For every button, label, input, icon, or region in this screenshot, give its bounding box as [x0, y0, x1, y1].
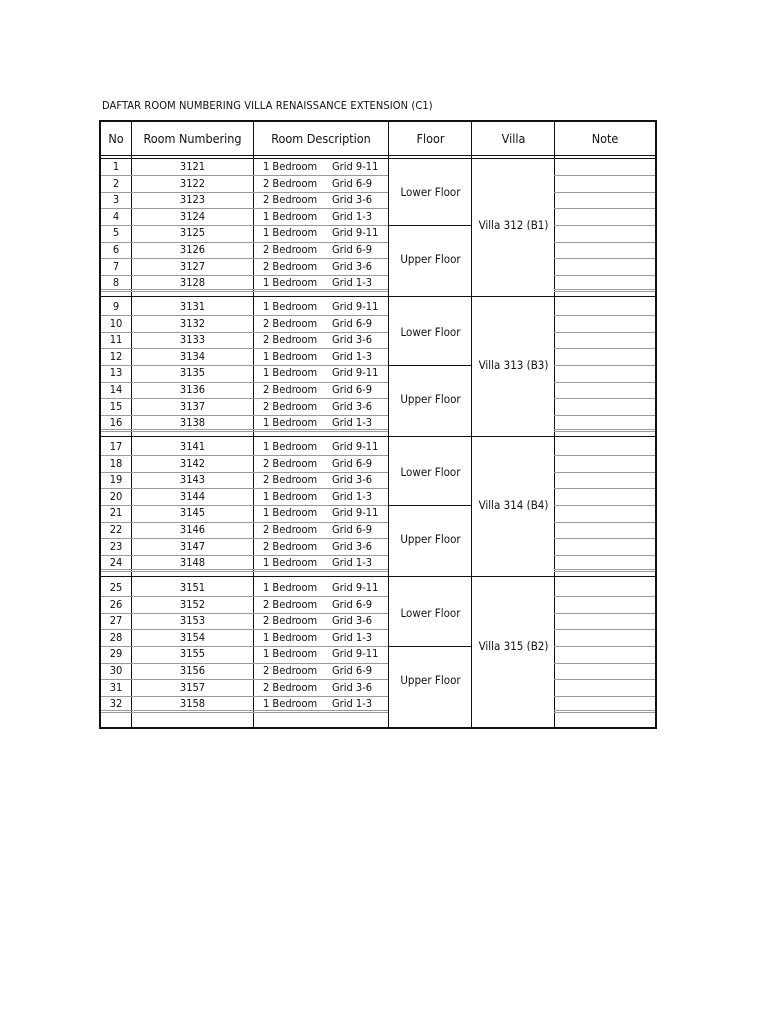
row-number: 14	[109, 383, 123, 396]
row-number: 29	[109, 647, 123, 661]
room-grid: Grid 9-11	[332, 440, 379, 453]
room-number: 3144	[179, 489, 206, 503]
floor-divider	[388, 505, 471, 506]
room-number: 3142	[179, 456, 206, 470]
row-number: 21	[109, 506, 123, 520]
room-grid: Grid 6-9	[332, 243, 373, 256]
spacer-divider	[101, 569, 388, 570]
room-bedroom: 2 Bedroom	[263, 664, 318, 677]
room-bedroom: 1 Bedroom	[263, 226, 318, 240]
header-floor: Floor	[416, 131, 445, 146]
table-row	[101, 663, 655, 680]
room-grid: Grid 3-6	[332, 333, 373, 347]
table-row	[101, 489, 655, 506]
room-bedroom: 1 Bedroom	[263, 697, 318, 711]
room-number: 3143	[179, 473, 206, 487]
room-grid: Grid 6-9	[332, 664, 373, 677]
floor-label: Lower Floor	[400, 325, 461, 340]
floor-label: Lower Floor	[400, 606, 461, 621]
row-divider	[554, 571, 655, 572]
room-number: 3124	[179, 209, 206, 223]
row-number: 8	[112, 276, 120, 290]
row-divider	[101, 571, 388, 572]
room-grid: Grid 3-6	[332, 259, 373, 273]
row-number: 20	[109, 489, 123, 503]
room-grid: Grid 9-11	[332, 160, 379, 173]
table-row	[101, 242, 655, 259]
spacer-divider	[101, 429, 388, 430]
room-number: 3137	[179, 399, 206, 413]
table-row	[101, 630, 655, 647]
table-row	[101, 349, 655, 366]
room-number: 3152	[179, 597, 206, 611]
floor-label: Upper Floor	[400, 531, 461, 546]
room-bedroom: 1 Bedroom	[263, 209, 318, 223]
room-bedroom: 1 Bedroom	[263, 647, 318, 661]
room-bedroom: 2 Bedroom	[263, 614, 318, 628]
room-bedroom: 2 Bedroom	[263, 243, 318, 256]
row-number: 22	[109, 523, 123, 536]
villa-label: Villa 315 (B2)	[478, 639, 549, 654]
room-bedroom: 1 Bedroom	[263, 349, 318, 363]
room-bedroom: 2 Bedroom	[263, 680, 318, 694]
room-number: 3125	[179, 226, 206, 240]
room-bedroom: 1 Bedroom	[263, 416, 318, 430]
room-bedroom: 1 Bedroom	[263, 506, 318, 520]
spacer-divider	[554, 710, 655, 711]
row-number: 17	[109, 440, 123, 453]
row-number: 18	[109, 456, 123, 470]
room-grid: Grid 9-11	[332, 581, 379, 594]
table-row	[101, 332, 655, 349]
floor-divider	[388, 225, 471, 226]
room-grid: Grid 1-3	[332, 276, 373, 290]
room-grid: Grid 1-3	[332, 697, 373, 711]
row-divider	[554, 291, 655, 292]
floor-label: Lower Floor	[400, 465, 461, 480]
header-villa: Villa	[501, 131, 526, 146]
header-room-numbering: Room Numbering	[143, 131, 242, 146]
row-number: 12	[109, 349, 123, 363]
table-row	[101, 580, 655, 597]
room-grid: Grid 9-11	[332, 300, 379, 313]
room-number: 3141	[179, 440, 206, 453]
row-number: 9	[112, 300, 120, 313]
room-bedroom: 2 Bedroom	[263, 399, 318, 413]
room-number: 3131	[179, 300, 206, 313]
room-numbering-table	[99, 120, 657, 729]
room-number: 3146	[179, 523, 206, 536]
table-row	[101, 680, 655, 697]
room-grid: Grid 6-9	[332, 456, 373, 470]
spacer-divider	[554, 429, 655, 430]
header-room-description: Room Description	[271, 131, 371, 146]
document-title: DAFTAR ROOM NUMBERING VILLA RENAISSANCE EXTENSION (C1)	[102, 99, 433, 112]
room-number: 3154	[179, 630, 206, 644]
group-divider	[101, 296, 655, 297]
room-bedroom: 1 Bedroom	[263, 440, 318, 453]
row-number: 28	[109, 630, 123, 644]
room-grid: Grid 6-9	[332, 597, 373, 611]
villa-label: Villa 314 (B4)	[478, 498, 549, 513]
room-grid: Grid 3-6	[332, 614, 373, 628]
room-bedroom: 2 Bedroom	[263, 259, 318, 273]
room-grid: Grid 1-3	[332, 349, 373, 363]
room-number: 3155	[179, 647, 206, 661]
row-number: 16	[109, 416, 123, 430]
room-grid: Grid 3-6	[332, 473, 373, 487]
row-divider	[554, 712, 655, 713]
floor-label: Upper Floor	[400, 391, 461, 406]
table-row	[101, 597, 655, 614]
room-number: 3123	[179, 193, 206, 207]
table-row	[101, 159, 655, 176]
row-number: 24	[109, 556, 123, 570]
table-row	[101, 299, 655, 316]
table-row	[101, 439, 655, 456]
room-grid: Grid 3-6	[332, 399, 373, 413]
row-number: 19	[109, 473, 123, 487]
room-grid: Grid 1-3	[332, 489, 373, 503]
room-number: 3126	[179, 243, 206, 256]
room-bedroom: 2 Bedroom	[263, 176, 318, 190]
room-grid: Grid 1-3	[332, 209, 373, 223]
table-row	[101, 382, 655, 399]
row-divider	[101, 431, 388, 432]
row-number: 13	[109, 366, 123, 380]
group-divider	[101, 436, 655, 437]
room-bedroom: 2 Bedroom	[263, 316, 318, 330]
room-grid: Grid 6-9	[332, 383, 373, 396]
room-grid: Grid 3-6	[332, 193, 373, 207]
room-grid: Grid 9-11	[332, 226, 379, 240]
table-row	[101, 505, 655, 522]
row-number: 25	[109, 581, 123, 594]
room-bedroom: 1 Bedroom	[263, 160, 318, 173]
room-number: 3134	[179, 349, 206, 363]
row-number: 11	[109, 333, 123, 347]
table-row	[101, 209, 655, 226]
room-number: 3127	[179, 259, 206, 273]
room-number: 3138	[179, 416, 206, 430]
room-number: 3122	[179, 176, 206, 190]
room-number: 3151	[179, 581, 206, 594]
room-bedroom: 2 Bedroom	[263, 523, 318, 536]
table-row	[101, 522, 655, 539]
row-number: 26	[109, 597, 123, 611]
room-grid: Grid 1-3	[332, 416, 373, 430]
row-number: 6	[112, 243, 120, 256]
room-bedroom: 2 Bedroom	[263, 193, 318, 207]
row-number: 3	[112, 193, 120, 207]
room-grid: Grid 9-11	[332, 506, 379, 520]
room-number: 3145	[179, 506, 206, 520]
room-bedroom: 2 Bedroom	[263, 383, 318, 396]
table-row	[101, 456, 655, 473]
table-row	[101, 399, 655, 416]
row-divider	[554, 431, 655, 432]
row-number: 4	[112, 209, 120, 223]
room-bedroom: 2 Bedroom	[263, 539, 318, 553]
room-grid: Grid 9-11	[332, 366, 379, 380]
room-bedroom: 2 Bedroom	[263, 597, 318, 611]
table-row	[101, 539, 655, 556]
room-number: 3121	[179, 160, 206, 173]
row-number: 30	[109, 664, 123, 677]
header-divider	[101, 155, 655, 156]
table-row	[101, 646, 655, 663]
row-number: 31	[109, 680, 123, 694]
table-row	[101, 316, 655, 333]
floor-label: Lower Floor	[400, 185, 461, 200]
room-bedroom: 1 Bedroom	[263, 630, 318, 644]
room-grid: Grid 1-3	[332, 630, 373, 644]
row-divider	[101, 712, 388, 713]
row-number: 10	[109, 316, 123, 330]
room-grid: Grid 3-6	[332, 680, 373, 694]
room-bedroom: 1 Bedroom	[263, 489, 318, 503]
floor-label: Upper Floor	[400, 251, 461, 266]
header-note: Note	[591, 131, 619, 146]
row-number: 23	[109, 539, 123, 553]
room-bedroom: 2 Bedroom	[263, 456, 318, 470]
room-bedroom: 1 Bedroom	[263, 366, 318, 380]
floor-label: Upper Floor	[400, 672, 461, 687]
room-grid: Grid 3-6	[332, 539, 373, 553]
table-row	[101, 472, 655, 489]
row-number: 7	[112, 259, 120, 273]
header-no: No	[108, 131, 124, 146]
spacer-divider	[554, 289, 655, 290]
row-divider	[101, 291, 388, 292]
room-number: 3156	[179, 664, 206, 677]
room-number: 3147	[179, 539, 206, 553]
room-number: 3157	[179, 680, 206, 694]
table-row	[101, 259, 655, 276]
room-grid: Grid 6-9	[332, 316, 373, 330]
table-row	[101, 613, 655, 630]
row-number: 32	[109, 697, 123, 711]
villa-label: Villa 313 (B3)	[478, 358, 549, 373]
room-bedroom: 2 Bedroom	[263, 473, 318, 487]
spacer-divider	[101, 289, 388, 290]
room-grid: Grid 6-9	[332, 523, 373, 536]
floor-divider	[388, 365, 471, 366]
room-number: 3136	[179, 383, 206, 396]
room-grid: Grid 6-9	[332, 176, 373, 190]
row-number: 5	[112, 226, 120, 240]
floor-divider	[388, 646, 471, 647]
row-number: 1	[112, 160, 120, 173]
villa-label: Villa 312 (B1)	[478, 218, 549, 233]
room-grid: Grid 9-11	[332, 647, 379, 661]
room-bedroom: 1 Bedroom	[263, 581, 318, 594]
room-bedroom: 1 Bedroom	[263, 300, 318, 313]
table-row	[101, 365, 655, 382]
room-number: 3148	[179, 556, 206, 570]
row-number: 27	[109, 614, 123, 628]
room-bedroom: 1 Bedroom	[263, 556, 318, 570]
table-row	[101, 176, 655, 193]
spacer-divider	[101, 710, 388, 711]
table-row	[101, 225, 655, 242]
room-bedroom: 2 Bedroom	[263, 333, 318, 347]
room-number: 3133	[179, 333, 206, 347]
row-number: 2	[112, 176, 120, 190]
room-number: 3128	[179, 276, 206, 290]
table-row	[101, 192, 655, 209]
room-grid: Grid 1-3	[332, 556, 373, 570]
spacer-divider	[554, 569, 655, 570]
room-number: 3132	[179, 316, 206, 330]
room-bedroom: 1 Bedroom	[263, 276, 318, 290]
room-number: 3153	[179, 614, 206, 628]
room-number: 3135	[179, 366, 206, 380]
group-divider	[101, 576, 655, 577]
room-number: 3158	[179, 697, 206, 711]
row-number: 15	[109, 399, 123, 413]
